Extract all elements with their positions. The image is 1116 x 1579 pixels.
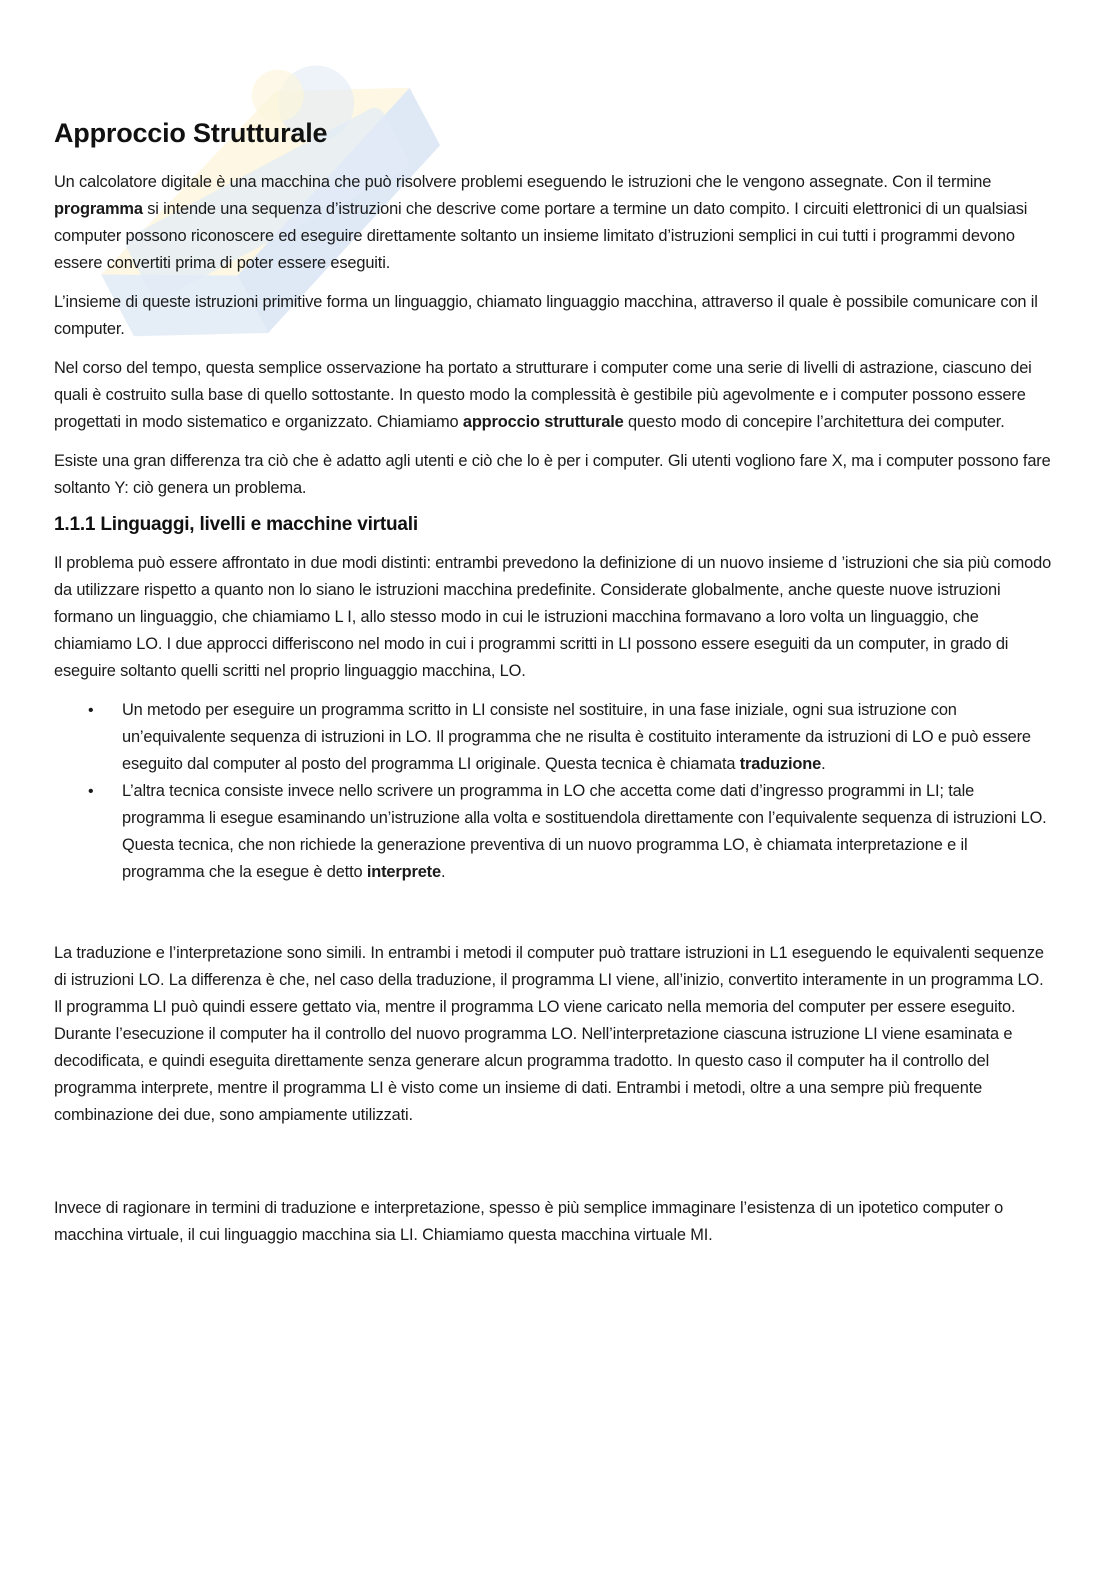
paragraph: [54, 940, 1054, 1129]
text-run: L’altra tecnica consiste invece nello scrivere un programma in LO che accetta come dati d’ingresso programmi in LI; tale programma li esegue esaminando un’istruzione alla volta e sostituendola direttamente con l’equivalente sequenza di istruzioni LO. Questa tecnica, che non richiede la generazione preventiva di un nuovo programma LO, è chiamata interpretazione e il programma che la esegue è detto: [122, 782, 1047, 881]
paragraph: [54, 355, 1054, 436]
text-run: si intende una sequenza d’istruzioni che descrive come portare a termine un dato compito. I circuiti elettronici di un qualsiasi computer possono riconoscere ed eseguire direttamente soltanto un insieme limitato d’istruzioni semplici in cui tutti i programmi devono essere convertiti prima di poter essere eseguiti.: [54, 200, 1028, 272]
text-run: Esiste una gran differenza tra ciò che è adatto agli utenti e ciò che lo è per i computer. Gli utenti vogliono fare X, ma i computer possono fare soltanto Y: ciò genera un problema.: [54, 452, 1051, 497]
spacer: [54, 886, 1054, 940]
bold-term: interprete: [366, 863, 441, 881]
text-run: La traduzione e l’interpretazione sono simili. In entrambi i metodi il computer può trattare istruzioni in L1 eseguendo le equivalenti sequenze di istruzioni LO. La differenza è che, nel caso della traduzione, il programma LI viene, all’inizio, convertito interamente in un programma LO. Il programma LI può quindi essere gettato via, mentre il programma LO viene caricato nella memoria del computer per essere eseguito. Durante l’esecuzione il computer ha il controllo del nuovo programma LO. Nell’interpretazione ciascuna istruzione LI viene esaminata e decodificata, e quindi eseguita direttamente senza generare alcun programma tradotto. In questo caso il computer ha il controllo del programma interprete, mentre il programma LI è visto come un insieme di dati. Entrambi i metodi, oltre a una sempre più frequente combinazione dei due, sono ampiamente utilizzati.: [54, 944, 1044, 1124]
text-run: .: [821, 755, 826, 773]
text-run: Nel corso del tempo, questa semplice osservazione ha portato a strutturare i computer come una serie di livelli di astrazione, ciascuno dei quali è costruito sulla base di quello sottostante. In questo modo la complessità è gestibile più agevolmente e i computer possono essere progettati in modo sistematico e organizzato. Chiamiamo: [54, 359, 1032, 431]
section-heading: 1.1.1 Linguaggi, livelli e macchine virtuali: [54, 514, 418, 535]
closing-section: [54, 940, 1054, 1249]
paragraph: [54, 1195, 1054, 1249]
text-run: questo modo di concepire l’architettura dei computer.: [623, 413, 1005, 431]
bold-term: traduzione: [739, 755, 822, 773]
list-item: [54, 778, 1054, 886]
paragraph: [54, 448, 1054, 502]
document-body: [54, 118, 1054, 1261]
list-item: [54, 697, 1054, 778]
text-run: Un metodo per eseguire un programma scritto in LI consiste nel sostituire, in una fase iniziale, ogni sua istruzione con un’equivalente sequenza di istruzioni in LO. Il programma che ne risulta è costituito interamente da istruzioni di LO e può essere eseguito dal computer al posto del programma LI originale. Questa tecnica è chiamata: [122, 701, 1031, 773]
text-run: Il problema può essere affrontato in due modi distinti: entrambi prevedono la definizione di un nuovo insieme d ’istruzioni che sia più comodo da utilizzare rispetto a quanto non lo siano le istruzioni macchina predefinite. Considerate globalmente, anche queste nuove istruzioni formano un linguaggio, che chiamiamo L I, allo stesso modo in cui le istruzioni macchina formavano a loro volta un linguaggio, che chiamiamo LO. I due approcci differiscono nel modo in cui i programmi scritti in LI possono essere eseguiti da un computer, in grado di eseguire soltanto quelli scritti nel proprio linguaggio macchina, LO.: [54, 554, 1052, 680]
text-run: L’insieme di queste istruzioni primitive forma un linguaggio, chiamato linguaggio macchina, attraverso il quale è possibile comunicare con il computer.: [54, 293, 1038, 338]
section-intro: [54, 550, 1054, 685]
text-run: .: [440, 863, 446, 881]
bold-term: programma: [54, 200, 143, 218]
paragraph: [54, 169, 1054, 277]
text-run: Invece di ragionare in termini di traduzione e interpretazione, spesso è più semplice immaginare l’esistenza di un ipotetico computer o macchina virtuale, il cui linguaggio macchina sia LI. Chiamiamo questa macchina virtuale MI.: [54, 1199, 1004, 1244]
bullet-list: [54, 697, 1054, 886]
bold-term: approccio strutturale: [462, 413, 624, 431]
text-run: Un calcolatore digitale è una macchina che può risolvere problemi eseguendo le istruzioni che le vengono assegnate. Con il termine: [54, 173, 992, 191]
paragraph: [54, 289, 1054, 343]
spacer: [54, 1141, 1054, 1195]
bullet-icon: •: [88, 783, 94, 800]
intro-section: [54, 169, 1054, 502]
page-title: Approccio Strutturale: [54, 118, 328, 148]
paragraph: [54, 550, 1054, 685]
bullet-icon: •: [88, 702, 94, 719]
